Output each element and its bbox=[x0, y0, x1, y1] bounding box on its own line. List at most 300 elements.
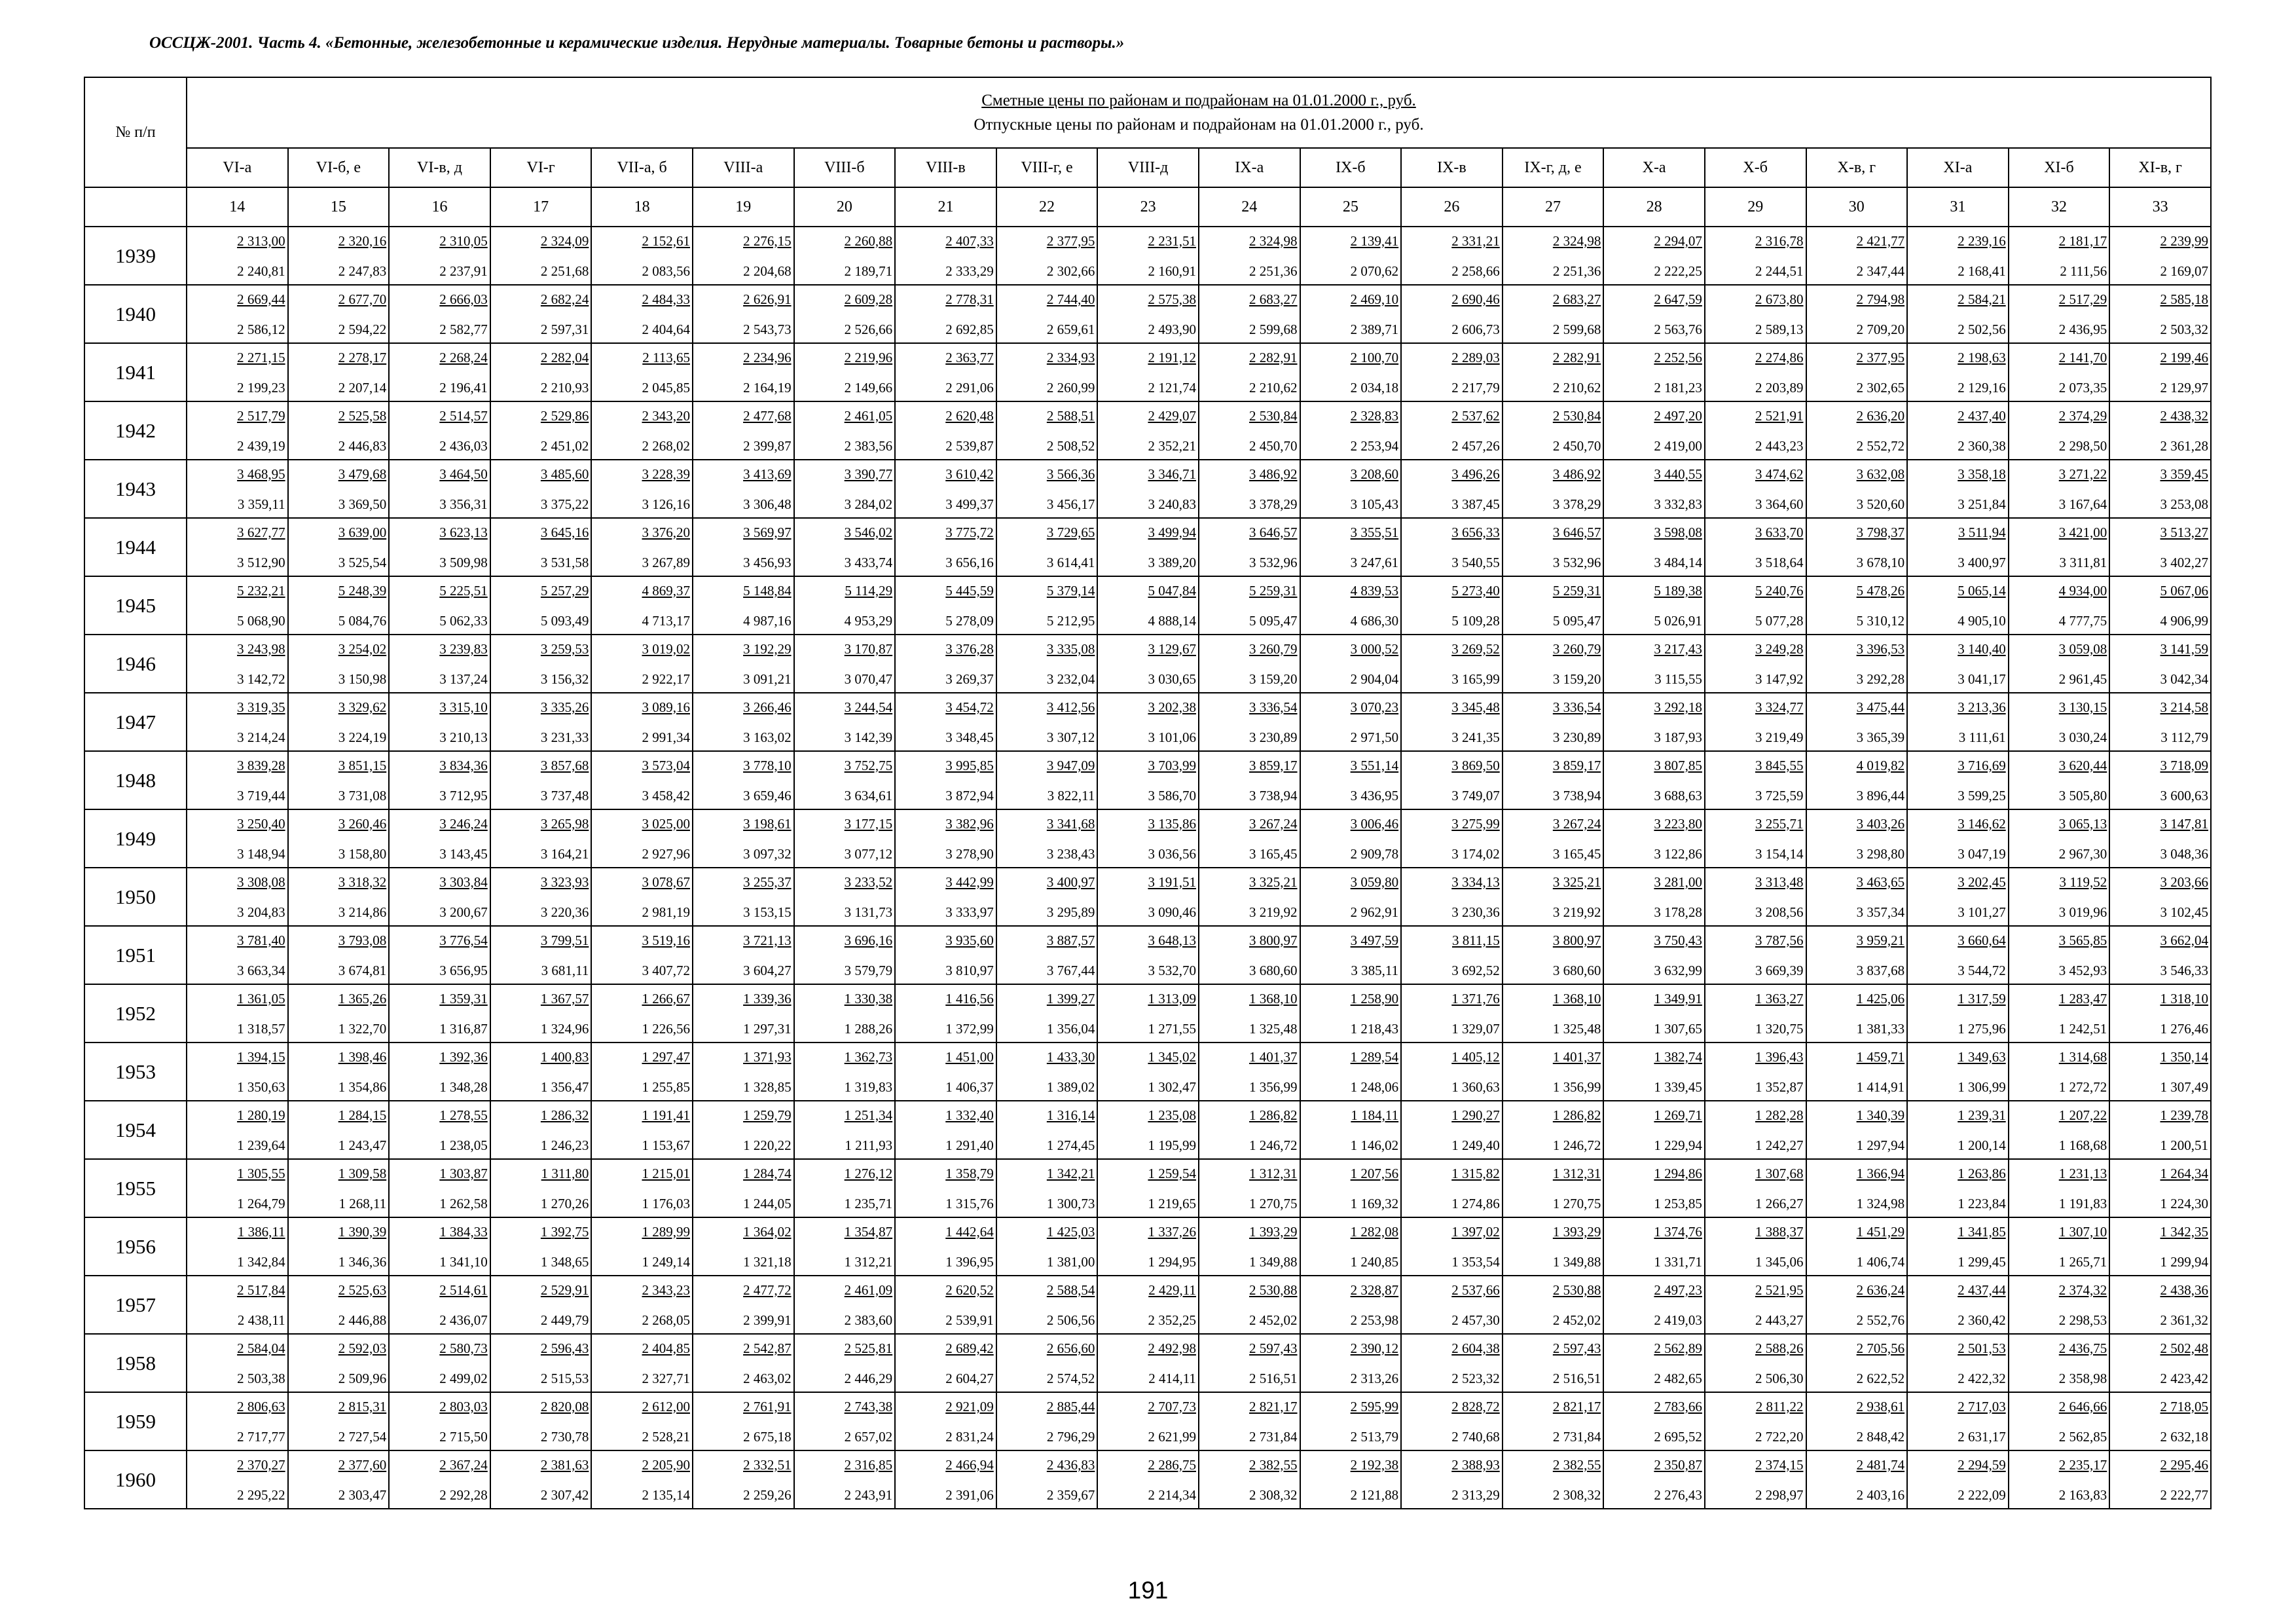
release-price: 3 678,10 bbox=[1856, 554, 1905, 570]
price-cell bbox=[895, 1101, 996, 1159]
price-cell bbox=[2009, 635, 2110, 693]
price-cell bbox=[1503, 635, 1604, 693]
estimated-price: 1 278,55 bbox=[439, 1107, 488, 1123]
price-cell bbox=[1097, 1217, 1199, 1276]
release-price: 3 837,68 bbox=[1856, 962, 1905, 978]
estimated-price: 1 416,56 bbox=[945, 990, 994, 1006]
estimated-price: 3 260,46 bbox=[338, 815, 387, 832]
estimated-price: 3 995,85 bbox=[945, 757, 994, 773]
table-row bbox=[84, 518, 2211, 576]
estimated-price: 5 379,14 bbox=[1046, 582, 1095, 599]
price-cell bbox=[2109, 751, 2211, 809]
estimated-price: 3 255,37 bbox=[743, 874, 792, 890]
estimated-price: 2 436,75 bbox=[2058, 1340, 2107, 1356]
price-cell bbox=[693, 1217, 794, 1276]
estimated-price: 3 259,53 bbox=[540, 640, 589, 657]
estimated-price: 1 396,43 bbox=[1755, 1048, 1804, 1065]
price-cell bbox=[2009, 751, 2110, 809]
price-cell bbox=[2109, 868, 2211, 926]
release-price: 3 165,45 bbox=[1249, 845, 1298, 862]
estimated-price: 1 401,37 bbox=[1552, 1048, 1601, 1065]
release-price: 4 987,16 bbox=[743, 612, 792, 629]
price-cell bbox=[1300, 285, 1402, 343]
estimated-price: 2 828,72 bbox=[1451, 1398, 1500, 1414]
estimated-price: 2 938,61 bbox=[1856, 1398, 1905, 1414]
price-cell bbox=[1199, 1334, 1300, 1392]
price-cell bbox=[1401, 1101, 1503, 1159]
estimated-price: 3 800,97 bbox=[1249, 932, 1298, 948]
price-cell bbox=[693, 1276, 794, 1334]
price-cell bbox=[1300, 576, 1402, 635]
region-header: VII-а, б bbox=[591, 148, 693, 187]
release-price: 1 356,99 bbox=[1552, 1079, 1601, 1095]
price-cell bbox=[693, 518, 794, 576]
estimated-price: 3 147,81 bbox=[2160, 815, 2208, 832]
estimated-price: 2 437,44 bbox=[1958, 1282, 2006, 1298]
estimated-price: 1 442,64 bbox=[945, 1223, 994, 1240]
estimated-price: 2 274,86 bbox=[1755, 349, 1804, 365]
release-price: 2 436,07 bbox=[439, 1312, 488, 1328]
release-price: 2 237,91 bbox=[439, 263, 488, 279]
estimated-price: 2 429,11 bbox=[1148, 1282, 1196, 1298]
price-cell bbox=[794, 1159, 896, 1217]
price-cell bbox=[187, 868, 288, 926]
estimated-price: 2 921,09 bbox=[945, 1398, 994, 1414]
price-cell bbox=[591, 1101, 693, 1159]
price-cell bbox=[996, 227, 1098, 285]
row-year: 1940 bbox=[84, 285, 187, 343]
price-cell bbox=[288, 1334, 390, 1392]
price-cell bbox=[895, 751, 996, 809]
region-header: VI-г bbox=[490, 148, 592, 187]
price-cell bbox=[1503, 1101, 1604, 1159]
estimated-price: 3 303,84 bbox=[439, 874, 488, 890]
row-year: 1946 bbox=[84, 635, 187, 693]
price-cell bbox=[389, 751, 490, 809]
price-cell bbox=[1806, 1101, 1908, 1159]
release-price: 1 191,83 bbox=[2058, 1195, 2107, 1211]
release-price: 3 224,19 bbox=[338, 729, 387, 745]
estimated-price: 2 514,61 bbox=[439, 1282, 488, 1298]
price-cell bbox=[1603, 1276, 1705, 1334]
estimated-price: 3 869,50 bbox=[1451, 757, 1500, 773]
price-cell bbox=[1300, 1101, 1402, 1159]
price-cell bbox=[1603, 285, 1705, 343]
price-cell bbox=[1806, 635, 1908, 693]
release-price: 3 041,17 bbox=[1958, 671, 2006, 687]
price-cell bbox=[1503, 1450, 1604, 1509]
price-cell bbox=[490, 1276, 592, 1334]
release-price: 3 156,32 bbox=[540, 671, 589, 687]
price-cell bbox=[996, 518, 1098, 576]
release-price: 2 251,36 bbox=[1552, 263, 1601, 279]
release-price: 2 730,78 bbox=[540, 1428, 589, 1445]
release-price: 3 518,64 bbox=[1755, 554, 1804, 570]
price-cell bbox=[1097, 1043, 1199, 1101]
estimated-price: 2 682,24 bbox=[540, 291, 589, 307]
price-cell bbox=[1097, 576, 1199, 635]
price-cell bbox=[1705, 460, 1806, 518]
estimated-price: 2 707,73 bbox=[1148, 1398, 1196, 1414]
estimated-price: 3 202,45 bbox=[1958, 874, 2006, 890]
release-price: 5 068,90 bbox=[237, 612, 285, 629]
release-price: 3 159,20 bbox=[1552, 671, 1601, 687]
estimated-price: 3 325,21 bbox=[1552, 874, 1601, 890]
release-price: 3 143,45 bbox=[439, 845, 488, 862]
estimated-price: 3 486,92 bbox=[1249, 466, 1298, 482]
price-cell bbox=[187, 227, 288, 285]
release-price: 4 777,75 bbox=[2058, 612, 2107, 629]
estimated-price: 2 612,00 bbox=[642, 1398, 690, 1414]
release-price: 5 026,91 bbox=[1654, 612, 1702, 629]
release-price: 3 238,43 bbox=[1046, 845, 1095, 862]
release-price: 2 717,77 bbox=[237, 1428, 285, 1445]
estimated-price: 3 859,17 bbox=[1249, 757, 1298, 773]
estimated-price: 1 337,26 bbox=[1148, 1223, 1196, 1240]
estimated-price: 2 636,20 bbox=[1856, 407, 1905, 424]
price-cell bbox=[2109, 1101, 2211, 1159]
estimated-price: 2 239,16 bbox=[1958, 232, 2006, 249]
estimated-price: 3 203,66 bbox=[2160, 874, 2208, 890]
release-price: 2 247,83 bbox=[338, 263, 387, 279]
price-cell bbox=[389, 343, 490, 401]
release-price: 2 383,60 bbox=[844, 1312, 893, 1328]
table-row bbox=[84, 576, 2211, 635]
release-price: 5 095,47 bbox=[1552, 612, 1601, 629]
release-price: 2 457,26 bbox=[1451, 437, 1500, 454]
estimated-price: 3 244,54 bbox=[844, 699, 893, 715]
price-cell bbox=[288, 576, 390, 635]
price-cell bbox=[1401, 635, 1503, 693]
release-price: 3 456,93 bbox=[743, 554, 792, 570]
price-cell bbox=[1603, 343, 1705, 401]
estimated-price: 3 413,69 bbox=[743, 466, 792, 482]
price-cell bbox=[591, 401, 693, 460]
estimated-price: 2 673,80 bbox=[1755, 291, 1804, 307]
estimated-price: 1 207,22 bbox=[2058, 1107, 2107, 1123]
price-cell bbox=[1503, 926, 1604, 984]
price-cell bbox=[591, 1392, 693, 1450]
release-price: 2 493,90 bbox=[1148, 321, 1196, 337]
release-price: 2 307,42 bbox=[540, 1486, 589, 1503]
column-number: 26 bbox=[1401, 187, 1503, 227]
estimated-price: 3 403,26 bbox=[1856, 815, 1905, 832]
price-cell bbox=[187, 1101, 288, 1159]
estimated-price: 2 461,09 bbox=[844, 1282, 893, 1298]
release-price: 1 219,65 bbox=[1148, 1195, 1196, 1211]
release-price: 2 391,06 bbox=[945, 1486, 994, 1503]
estimated-price: 2 363,77 bbox=[945, 349, 994, 365]
price-cell bbox=[1401, 693, 1503, 751]
estimated-price: 1 315,82 bbox=[1451, 1165, 1500, 1181]
price-cell bbox=[996, 576, 1098, 635]
row-year: 1939 bbox=[84, 227, 187, 285]
estimated-price: 1 280,19 bbox=[237, 1107, 285, 1123]
price-cell bbox=[996, 401, 1098, 460]
price-cell bbox=[2109, 460, 2211, 518]
price-cell bbox=[1705, 1101, 1806, 1159]
estimated-price: 2 821,17 bbox=[1552, 1398, 1601, 1414]
price-cell bbox=[1401, 576, 1503, 635]
price-cell bbox=[1199, 926, 1300, 984]
price-cell bbox=[1907, 1217, 2009, 1276]
release-price: 3 614,41 bbox=[1046, 554, 1095, 570]
estimated-price: 2 597,43 bbox=[1552, 1340, 1601, 1356]
release-price: 1 195,99 bbox=[1148, 1137, 1196, 1153]
estimated-price: 2 595,99 bbox=[1350, 1398, 1399, 1414]
release-price: 2 502,56 bbox=[1958, 321, 2006, 337]
price-cell bbox=[490, 1334, 592, 1392]
release-price: 5 093,49 bbox=[540, 612, 589, 629]
price-cell bbox=[693, 285, 794, 343]
price-cell bbox=[693, 868, 794, 926]
release-price: 1 176,03 bbox=[642, 1195, 690, 1211]
release-price: 1 244,05 bbox=[743, 1195, 792, 1211]
price-cell bbox=[895, 693, 996, 751]
release-price: 3 164,21 bbox=[540, 845, 589, 862]
price-cell bbox=[996, 1217, 1098, 1276]
release-price: 2 214,34 bbox=[1148, 1486, 1196, 1503]
price-cell bbox=[794, 926, 896, 984]
release-price: 2 302,66 bbox=[1046, 263, 1095, 279]
table-row bbox=[84, 1450, 2211, 1509]
release-price: 1 200,14 bbox=[1958, 1137, 2006, 1153]
release-price: 3 586,70 bbox=[1148, 787, 1196, 803]
column-number: 29 bbox=[1705, 187, 1806, 227]
price-cell bbox=[1401, 227, 1503, 285]
column-number: 32 bbox=[2009, 187, 2110, 227]
release-price: 3 400,97 bbox=[1958, 554, 2006, 570]
price-cell bbox=[1806, 926, 1908, 984]
price-cell bbox=[288, 1101, 390, 1159]
row-year: 1951 bbox=[84, 926, 187, 984]
estimated-price: 2 514,57 bbox=[439, 407, 488, 424]
release-price: 2 552,72 bbox=[1856, 437, 1905, 454]
estimated-price: 3 260,79 bbox=[1249, 640, 1298, 657]
price-cell bbox=[1097, 1450, 1199, 1509]
release-price: 2 539,91 bbox=[945, 1312, 994, 1328]
estimated-price: 2 815,31 bbox=[338, 1398, 387, 1414]
column-number: 18 bbox=[591, 187, 693, 227]
release-price: 1 229,94 bbox=[1654, 1137, 1702, 1153]
release-price: 2 423,42 bbox=[2160, 1370, 2208, 1386]
estimated-price: 2 537,62 bbox=[1451, 407, 1500, 424]
release-price: 3 070,47 bbox=[844, 671, 893, 687]
price-cell bbox=[490, 868, 592, 926]
release-price: 3 251,84 bbox=[1958, 496, 2006, 512]
price-cell bbox=[2009, 1101, 2110, 1159]
price-cell bbox=[895, 868, 996, 926]
estimated-price: 1 367,57 bbox=[540, 990, 589, 1006]
release-price: 2 452,02 bbox=[1552, 1312, 1601, 1328]
estimated-price: 2 820,08 bbox=[540, 1398, 589, 1414]
estimated-price: 2 666,03 bbox=[439, 291, 488, 307]
column-number: 28 bbox=[1603, 187, 1705, 227]
price-cell bbox=[693, 926, 794, 984]
release-price: 2 045,85 bbox=[642, 379, 690, 396]
price-cell bbox=[389, 809, 490, 868]
table-row bbox=[84, 227, 2211, 285]
estimated-price: 2 717,03 bbox=[1958, 1398, 2006, 1414]
price-cell bbox=[1401, 1450, 1503, 1509]
estimated-price: 2 198,63 bbox=[1958, 349, 2006, 365]
price-cell bbox=[693, 751, 794, 809]
release-price: 3 102,45 bbox=[2160, 904, 2208, 920]
estimated-price: 2 316,85 bbox=[844, 1456, 893, 1473]
release-price: 3 389,20 bbox=[1148, 554, 1196, 570]
estimated-price: 1 191,41 bbox=[642, 1107, 690, 1123]
price-cell bbox=[1503, 751, 1604, 809]
release-price: 2 439,19 bbox=[237, 437, 285, 454]
release-price: 2 347,44 bbox=[1856, 263, 1905, 279]
row-year: 1960 bbox=[84, 1450, 187, 1509]
price-cell bbox=[996, 809, 1098, 868]
price-cell bbox=[1907, 401, 2009, 460]
estimated-price: 1 459,71 bbox=[1856, 1048, 1905, 1065]
release-price: 2 981,19 bbox=[642, 904, 690, 920]
price-cell bbox=[1199, 751, 1300, 809]
price-cell bbox=[1199, 984, 1300, 1043]
estimated-price: 3 267,24 bbox=[1552, 815, 1601, 832]
release-price: 1 271,55 bbox=[1148, 1020, 1196, 1037]
release-price: 2 582,77 bbox=[439, 321, 488, 337]
column-number-blank bbox=[84, 187, 187, 227]
estimated-price: 3 798,37 bbox=[1856, 524, 1905, 540]
estimated-price: 3 729,65 bbox=[1046, 524, 1095, 540]
price-cell bbox=[490, 1450, 592, 1509]
price-cell bbox=[1907, 1334, 2009, 1392]
release-price: 2 515,53 bbox=[540, 1370, 589, 1386]
release-price: 3 210,13 bbox=[439, 729, 488, 745]
release-price: 1 270,75 bbox=[1249, 1195, 1298, 1211]
release-price: 1 349,88 bbox=[1552, 1253, 1601, 1270]
price-cell bbox=[1199, 1159, 1300, 1217]
price-cell bbox=[895, 518, 996, 576]
row-year: 1947 bbox=[84, 693, 187, 751]
price-cell bbox=[794, 1101, 896, 1159]
release-price: 3 153,15 bbox=[743, 904, 792, 920]
estimated-price: 2 562,89 bbox=[1654, 1340, 1702, 1356]
estimated-price: 1 259,79 bbox=[743, 1107, 792, 1123]
release-price: 1 146,02 bbox=[1350, 1137, 1399, 1153]
estimated-price: 2 276,15 bbox=[743, 232, 792, 249]
estimated-price: 3 662,04 bbox=[2160, 932, 2208, 948]
price-cell bbox=[2109, 809, 2211, 868]
price-cell bbox=[895, 809, 996, 868]
estimated-price: 5 240,76 bbox=[1755, 582, 1804, 599]
estimated-price: 3 412,56 bbox=[1046, 699, 1095, 715]
price-cell bbox=[1401, 460, 1503, 518]
release-price: 3 634,61 bbox=[844, 787, 893, 803]
estimated-price: 3 627,77 bbox=[237, 524, 285, 540]
release-price: 2 604,27 bbox=[945, 1370, 994, 1386]
price-cell bbox=[1705, 343, 1806, 401]
estimated-price: 2 806,63 bbox=[237, 1398, 285, 1414]
price-cell bbox=[591, 518, 693, 576]
price-cell bbox=[1300, 926, 1402, 984]
price-cell bbox=[996, 343, 1098, 401]
estimated-price: 2 377,95 bbox=[1856, 349, 1905, 365]
price-cell bbox=[1603, 1101, 1705, 1159]
release-price: 3 674,81 bbox=[338, 962, 387, 978]
release-price: 2 360,38 bbox=[1958, 437, 2006, 454]
release-price: 3 738,94 bbox=[1552, 787, 1601, 803]
price-cell bbox=[1401, 518, 1503, 576]
price-cell bbox=[1097, 809, 1199, 868]
estimated-price: 1 342,21 bbox=[1046, 1165, 1095, 1181]
estimated-price: 3 202,38 bbox=[1148, 699, 1196, 715]
release-price: 2 961,45 bbox=[2058, 671, 2107, 687]
release-price: 3 512,90 bbox=[237, 554, 285, 570]
estimated-price: 1 215,01 bbox=[642, 1165, 690, 1181]
release-price: 2 722,20 bbox=[1755, 1428, 1804, 1445]
release-price: 1 341,10 bbox=[439, 1253, 488, 1270]
title-row bbox=[84, 77, 2211, 148]
region-header: XI-в, г bbox=[2109, 148, 2211, 187]
price-cell bbox=[389, 693, 490, 751]
price-cell bbox=[2109, 635, 2211, 693]
release-price: 2 295,22 bbox=[237, 1486, 285, 1503]
estimated-price: 1 317,59 bbox=[1958, 990, 2006, 1006]
price-cell bbox=[1603, 518, 1705, 576]
release-price: 2 383,56 bbox=[844, 437, 893, 454]
estimated-price: 3 336,54 bbox=[1249, 699, 1298, 715]
table-row bbox=[84, 809, 2211, 868]
estimated-price: 3 935,60 bbox=[945, 932, 994, 948]
price-cell bbox=[288, 285, 390, 343]
price-cell bbox=[1705, 1450, 1806, 1509]
release-price: 2 543,73 bbox=[743, 321, 792, 337]
estimated-price: 5 445,59 bbox=[945, 582, 994, 599]
release-price: 1 235,71 bbox=[844, 1195, 893, 1211]
release-price: 2 731,84 bbox=[1552, 1428, 1601, 1445]
estimated-price: 3 233,52 bbox=[844, 874, 893, 890]
price-cell bbox=[794, 751, 896, 809]
release-price: 3 357,34 bbox=[1856, 904, 1905, 920]
estimated-price: 2 382,55 bbox=[1552, 1456, 1601, 1473]
release-price: 1 153,67 bbox=[642, 1137, 690, 1153]
release-price: 2 253,98 bbox=[1350, 1312, 1399, 1328]
release-price: 3 656,95 bbox=[439, 962, 488, 978]
estimated-price: 2 821,17 bbox=[1249, 1398, 1298, 1414]
price-cell bbox=[693, 1334, 794, 1392]
estimated-price: 1 433,30 bbox=[1046, 1048, 1095, 1065]
release-price: 2 622,52 bbox=[1856, 1370, 1905, 1386]
price-cell bbox=[1199, 1450, 1300, 1509]
estimated-price: 2 370,27 bbox=[237, 1456, 285, 1473]
price-cell bbox=[1705, 1159, 1806, 1217]
estimated-price: 3 464,50 bbox=[439, 466, 488, 482]
release-price: 3 030,24 bbox=[2058, 729, 2107, 745]
release-price: 2 129,97 bbox=[2160, 379, 2208, 396]
price-cell bbox=[1401, 1217, 1503, 1276]
estimated-price: 2 517,29 bbox=[2058, 291, 2107, 307]
release-price: 1 406,74 bbox=[1856, 1253, 1905, 1270]
estimated-price: 3 315,10 bbox=[439, 699, 488, 715]
price-cell bbox=[288, 984, 390, 1043]
price-cell bbox=[2009, 401, 2110, 460]
price-cell bbox=[1097, 227, 1199, 285]
estimated-price: 3 703,99 bbox=[1148, 757, 1196, 773]
price-cell bbox=[490, 518, 592, 576]
table-row bbox=[84, 1217, 2211, 1276]
release-price: 2 796,29 bbox=[1046, 1428, 1095, 1445]
estimated-price: 3 475,44 bbox=[1856, 699, 1905, 715]
release-price: 1 299,45 bbox=[1958, 1253, 2006, 1270]
release-price: 3 178,28 bbox=[1654, 904, 1702, 920]
release-price: 3 872,94 bbox=[945, 787, 994, 803]
estimated-price: 2 295,46 bbox=[2160, 1456, 2208, 1473]
